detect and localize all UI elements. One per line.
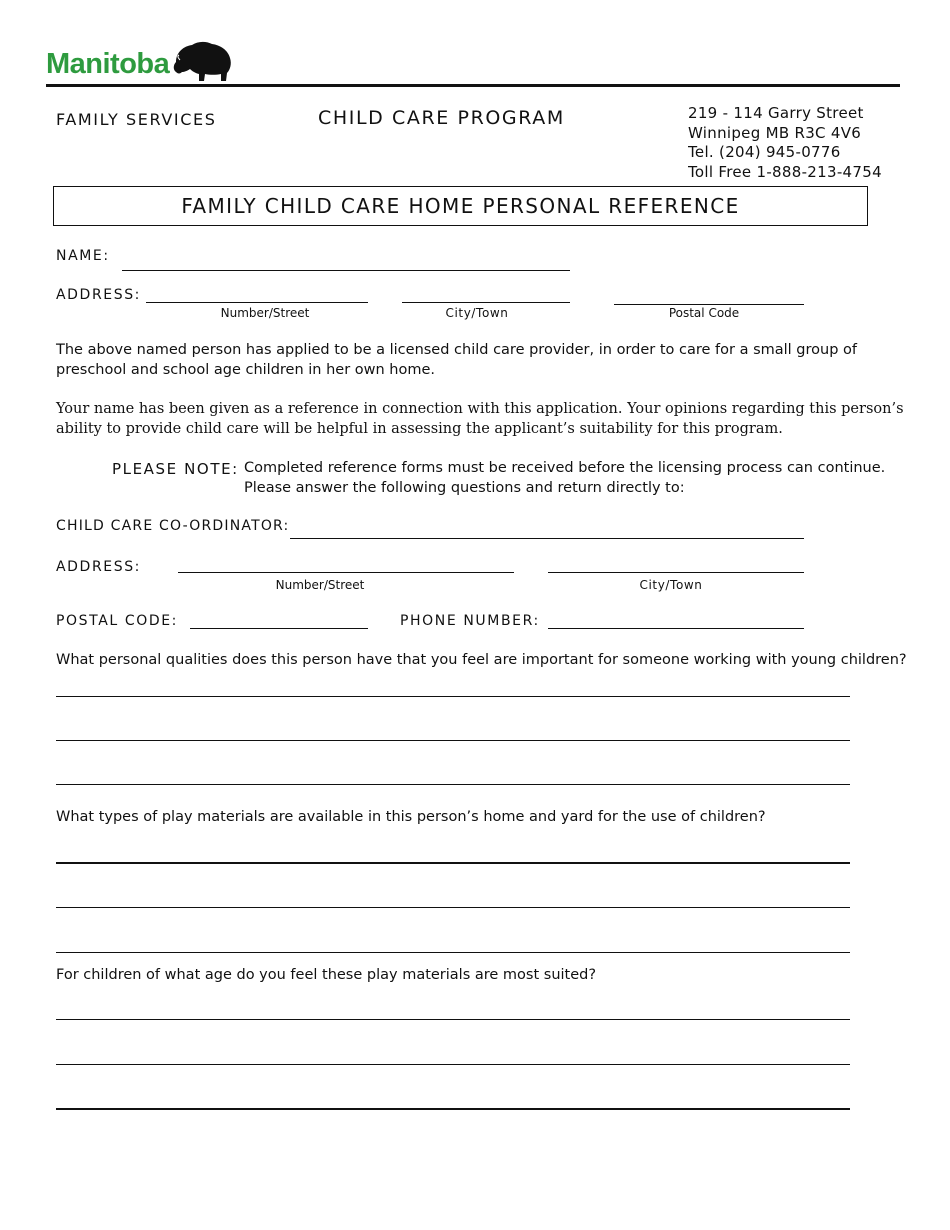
answer-line[interactable]	[56, 907, 850, 908]
intro-line: ability to provide child care will be helpful in assessing the applicant’s suitability for this program.	[56, 421, 783, 437]
street-caption: Number/Street	[220, 306, 310, 320]
coordinator-street-caption: Number/Street	[275, 578, 365, 592]
answer-line[interactable]	[56, 784, 850, 785]
bison-icon	[170, 40, 234, 82]
address-line: Tel. (204) 945-0776	[688, 143, 841, 161]
manitoba-logo	[46, 40, 236, 84]
answer-line[interactable]	[56, 1108, 850, 1110]
address-line: Toll Free 1-888-213-4754	[688, 162, 882, 180]
name-label: NAME:	[56, 248, 110, 264]
coordinator-field[interactable]	[290, 538, 804, 539]
city-caption: City/Town	[445, 306, 509, 320]
logo-wordmark: Manitoba	[46, 48, 170, 80]
address-city-field[interactable]	[402, 302, 570, 303]
office-address	[688, 104, 928, 180]
intro-line: The above named person has applied to be a licensed child care provider, in order to care for a small group of	[56, 342, 858, 358]
form-title-box	[53, 186, 868, 226]
department-name: FAMILY SERVICES	[56, 110, 217, 129]
address-street-field[interactable]	[146, 302, 368, 303]
answer-line[interactable]	[56, 696, 850, 697]
name-field[interactable]	[122, 270, 570, 271]
address-postal-field[interactable]	[614, 304, 804, 305]
intro-line: Your name has been given as a reference in connection with this application. Your opinions regarding this person’s	[56, 401, 904, 417]
form-title: FAMILY CHILD CARE HOME PERSONAL REFERENCE	[181, 194, 740, 218]
question-1: What personal qualities does this person have that you feel are important for someone working with young children?	[56, 652, 907, 668]
coordinator-street-field[interactable]	[178, 572, 514, 573]
answer-line[interactable]	[56, 1064, 850, 1065]
coordinator-label: CHILD CARE CO-ORDINATOR:	[56, 518, 290, 534]
postal-code-label: POSTAL CODE:	[56, 613, 178, 629]
coordinator-city-field[interactable]	[548, 572, 804, 573]
question-2: What types of play materials are available in this person’s home and yard for the use of children?	[56, 809, 766, 825]
answer-line[interactable]	[56, 1019, 850, 1020]
intro-line: preschool and school age children in her own home.	[56, 362, 436, 378]
answer-line[interactable]	[56, 862, 850, 864]
coordinator-address-label: ADDRESS:	[56, 559, 142, 575]
note-label: PLEASE NOTE:	[112, 460, 239, 478]
question-3: For children of what age do you feel these play materials are most suited?	[56, 967, 597, 983]
coordinator-city-caption: City/Town	[639, 578, 703, 592]
answer-line[interactable]	[56, 740, 850, 741]
address-line: Winnipeg MB R3C 4V6	[688, 123, 862, 142]
answer-line[interactable]	[56, 952, 850, 953]
note-line: Completed reference forms must be received before the licensing process can continue.	[244, 460, 886, 476]
address-line: 219 - 114 Garry Street	[688, 104, 864, 122]
postal-caption: Postal Code	[668, 306, 740, 320]
phone-label: PHONE NUMBER:	[400, 613, 540, 629]
postal-code-field[interactable]	[190, 628, 368, 629]
program-name: CHILD CARE PROGRAM	[318, 107, 565, 129]
phone-field[interactable]	[548, 628, 804, 629]
header-rule	[46, 84, 900, 87]
note-line: Please answer the following questions and return directly to:	[244, 480, 685, 496]
address-label: ADDRESS:	[56, 287, 142, 303]
